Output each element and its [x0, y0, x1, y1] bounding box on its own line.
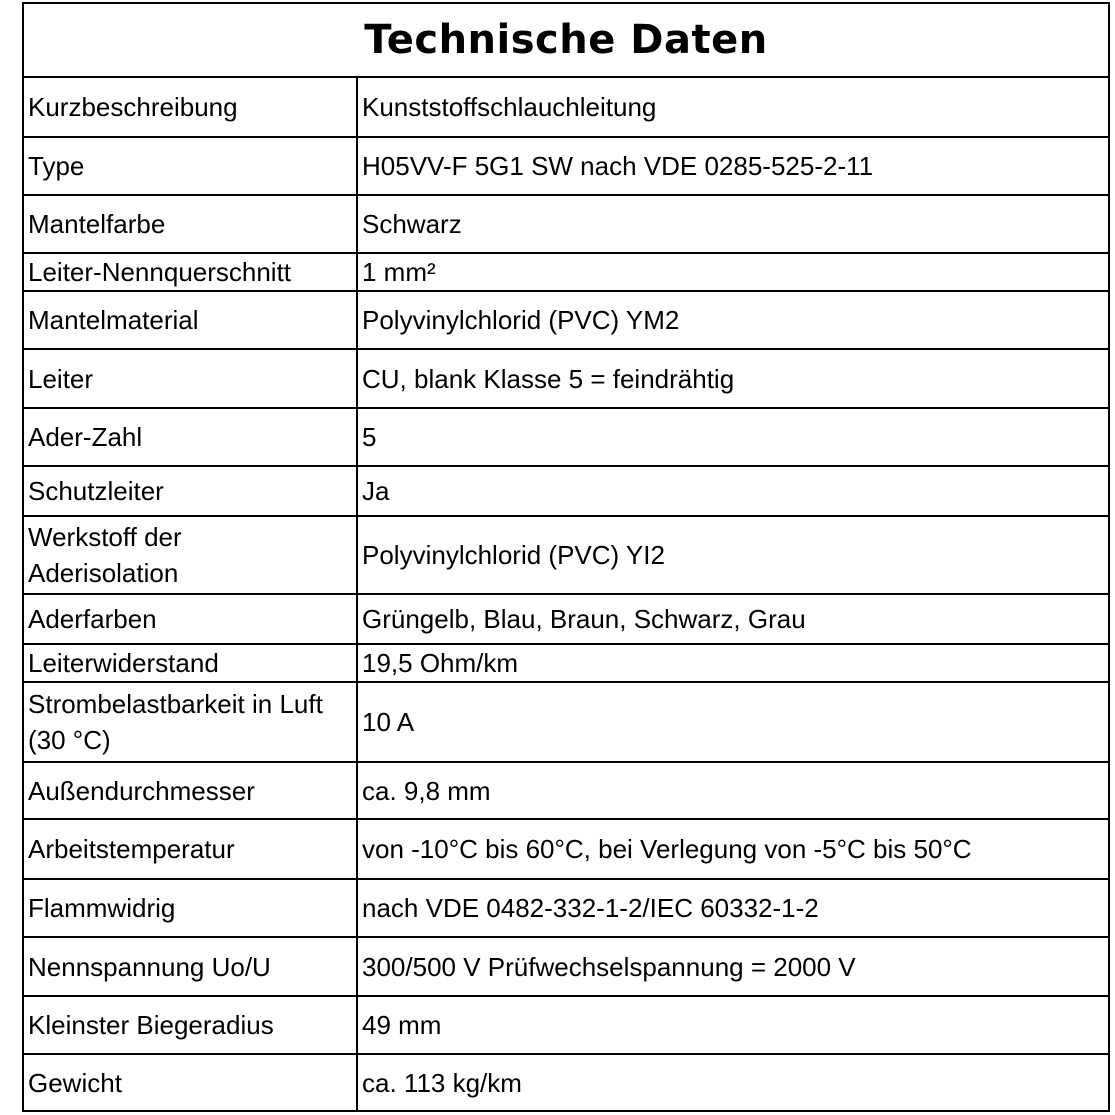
row-value: 1 mm²	[362, 257, 436, 287]
table-row	[24, 595, 1108, 645]
row-label: Strombelastbarkeit in Luft (30 °C)	[24, 683, 358, 761]
table-row	[24, 467, 1108, 517]
table-row	[24, 292, 1108, 350]
row-value: ca. 113 kg/km	[362, 1067, 522, 1098]
table-row	[24, 1055, 1108, 1110]
table-row	[24, 763, 1108, 820]
row-value: CU, blank Klasse 5 = feindrähtig	[362, 363, 735, 394]
row-value: Polyvinylchlorid (PVC) YI2	[362, 540, 665, 570]
row-label: Werkstoff der Aderisolation	[24, 517, 358, 593]
row-value: 300/500 V Prüfwechselspannung = 2000 V	[362, 951, 856, 982]
table-title: Technische Daten	[24, 4, 1108, 78]
row-label: Arbeitstemperatur	[24, 820, 358, 878]
row-value: 10 A	[362, 707, 415, 737]
row-label: Ader-Zahl	[24, 409, 358, 465]
table-row	[24, 409, 1108, 467]
row-label: Kurzbeschreibung	[24, 78, 358, 136]
row-value: H05VV-F 5G1 SW nach VDE 0285-525-2-11	[362, 151, 874, 181]
table-row	[24, 138, 1108, 196]
row-value: Kunststoffschlauchleitung	[362, 92, 657, 122]
row-label: Mantelmaterial	[24, 292, 358, 348]
table-row	[24, 683, 1108, 763]
table-row	[24, 880, 1108, 938]
technical-data-table	[22, 2, 1110, 1112]
table-row	[24, 78, 1108, 138]
row-value: von -10°C bis 60°C, bei Verlegung von -5°C bis 50°C	[362, 834, 972, 864]
table-row	[24, 350, 1108, 409]
table-row	[24, 820, 1108, 880]
table-row	[24, 517, 1108, 595]
row-label: Gewicht	[24, 1055, 358, 1110]
row-value: Schwarz	[362, 209, 462, 239]
row-label: Leiter-Nennquerschnitt	[24, 254, 358, 290]
row-label: Mantelfarbe	[24, 196, 358, 252]
row-label: Schutzleiter	[24, 467, 358, 515]
table-row	[24, 254, 1108, 292]
row-value: Polyvinylchlorid (PVC) YM2	[362, 305, 680, 335]
table-row	[24, 938, 1108, 997]
row-label: Aderfarben	[24, 595, 358, 643]
table-row	[24, 196, 1108, 254]
row-label: Flammwidrig	[24, 880, 358, 936]
row-value: 5	[362, 422, 377, 452]
row-value: Ja	[362, 476, 390, 506]
row-label: Außendurchmesser	[24, 763, 358, 818]
row-label: Type	[24, 138, 358, 194]
row-label: Leiterwiderstand	[24, 645, 358, 681]
row-label: Nennspannung Uo/U	[24, 938, 358, 995]
row-label: Leiter	[24, 350, 358, 407]
row-value: ca. 9,8 mm	[362, 775, 491, 806]
row-label: Kleinster Biegeradius	[24, 997, 358, 1053]
table-row	[24, 997, 1108, 1055]
table-row	[24, 645, 1108, 683]
row-value: 49 mm	[362, 1010, 442, 1040]
row-value: nach VDE 0482-332-1-2/IEC 60332-1-2	[362, 893, 819, 923]
row-value: Grüngelb, Blau, Braun, Schwarz, Grau	[362, 604, 806, 634]
row-value: 19,5 Ohm/km	[362, 648, 519, 678]
